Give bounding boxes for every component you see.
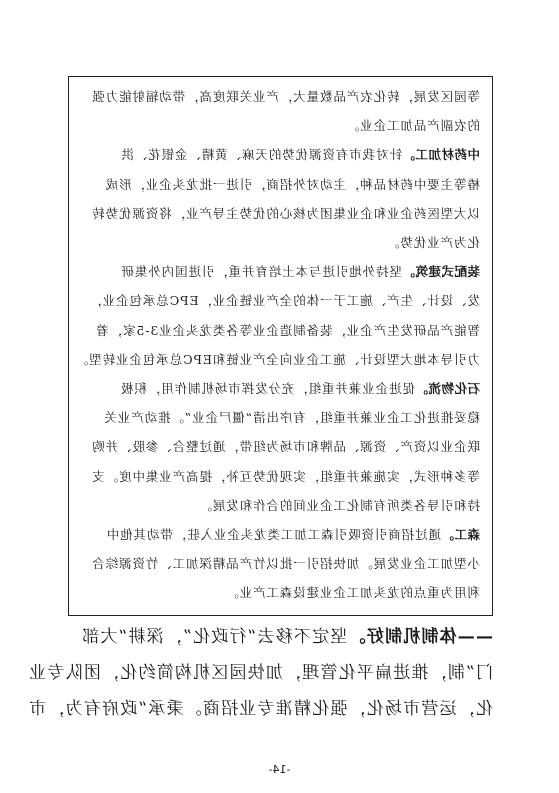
box-line-text: 利用为重点的龙头加工企业建设森工产业。 [225, 585, 480, 601]
box-line [199, 498, 480, 514]
box-line-text: 等园区发展，转化农产品数量大，产业关联度高，带动辐射能力强 [91, 89, 480, 104]
box-line-text: 持和引导各类所有制化工企业间的合作和发展。 [198, 497, 480, 513]
box-line-text: 力引导本地大型设计、施工企业向全产业链和EPC总承包企业转型。 [74, 351, 480, 367]
box-line [104, 410, 480, 426]
box-line-text: 促进企业兼并重组，充分发挥市场机制作用，积极 [120, 381, 415, 396]
body-line-text: 门”制，推进扁平化管理，加快园区机构简约化，团队专业 [28, 663, 493, 683]
box-line-text: 的农副产品加工企业。 [345, 118, 480, 134]
box-line [106, 527, 480, 543]
box-line-text: 通过招商引资吸引森工加工类龙头企业入驻，带动其他中 [105, 527, 441, 542]
box-line [121, 147, 480, 163]
body-line [81, 626, 493, 648]
box-line [88, 293, 480, 309]
box-line [91, 206, 480, 222]
page-number: -14- [268, 763, 291, 776]
text-box [68, 76, 493, 616]
box-line-heading: 装配式建筑。 [401, 264, 480, 280]
box-line-text: 智能产品研发生产企业，装备制造企业等各类龙头企业3-5家，着 [95, 322, 480, 338]
box-line [91, 469, 480, 485]
box-line-text: 以大型医药企业和企业集团为核心的优势主导产业，将资源优势转 [91, 205, 480, 221]
box-line-heading: 中药材加工。 [401, 147, 480, 163]
box-line [105, 177, 480, 193]
box-line [121, 264, 480, 280]
box-line-heading: 石化物流。 [414, 381, 480, 396]
box-line-text: 等多种形式，实施兼并重组，实现优势互补，提高产业集中度。支 [91, 468, 480, 484]
box-line-text: 化为产业优势。 [386, 235, 480, 250]
body-line-text: 坚定不移去“行政化”，深耕“大部 [81, 627, 348, 647]
box-line [75, 352, 480, 368]
box-line-heading: 森工。 [440, 527, 480, 542]
body-line-text: 化，运营市场化，强化精准专业招商。秉承“政府有为，市 [28, 699, 493, 719]
box-line [91, 89, 480, 105]
box-line [225, 585, 480, 601]
box-line-text: 椿等主要中药材品种，主动对外招商，引进一批龙头企业，形成 [104, 176, 480, 192]
box-line-text: 发、设计、生产、施工于一体的全产业链企业，EPC总承包企业， [88, 293, 480, 309]
box-line [91, 556, 480, 572]
box-line [346, 118, 480, 134]
box-line [91, 439, 480, 455]
box-line [386, 235, 480, 251]
box-line [95, 323, 480, 339]
box-line [120, 381, 480, 397]
box-line-text: 针对我市有资源优势的天麻、黄精、金银花、洪 [120, 147, 402, 163]
box-line-text: 联企业以资产、资源、品牌和市场为纽带，通过整合、参股、并购 [91, 439, 480, 455]
box-line-text: 坚持外地引进与本土培育并重，引进国内外集研 [120, 264, 402, 280]
box-line-text: 小型加工企业发展。加快招引一批以竹产品精深加工、竹资源综合 [91, 556, 480, 572]
body-line [28, 662, 493, 684]
box-line-text: 稳妥推进化工企业兼并重组，有序出清“僵尸企业”。推动产业关 [103, 410, 480, 426]
body-line [28, 698, 493, 720]
body-line-heading: ——体制机制好。 [347, 627, 493, 647]
